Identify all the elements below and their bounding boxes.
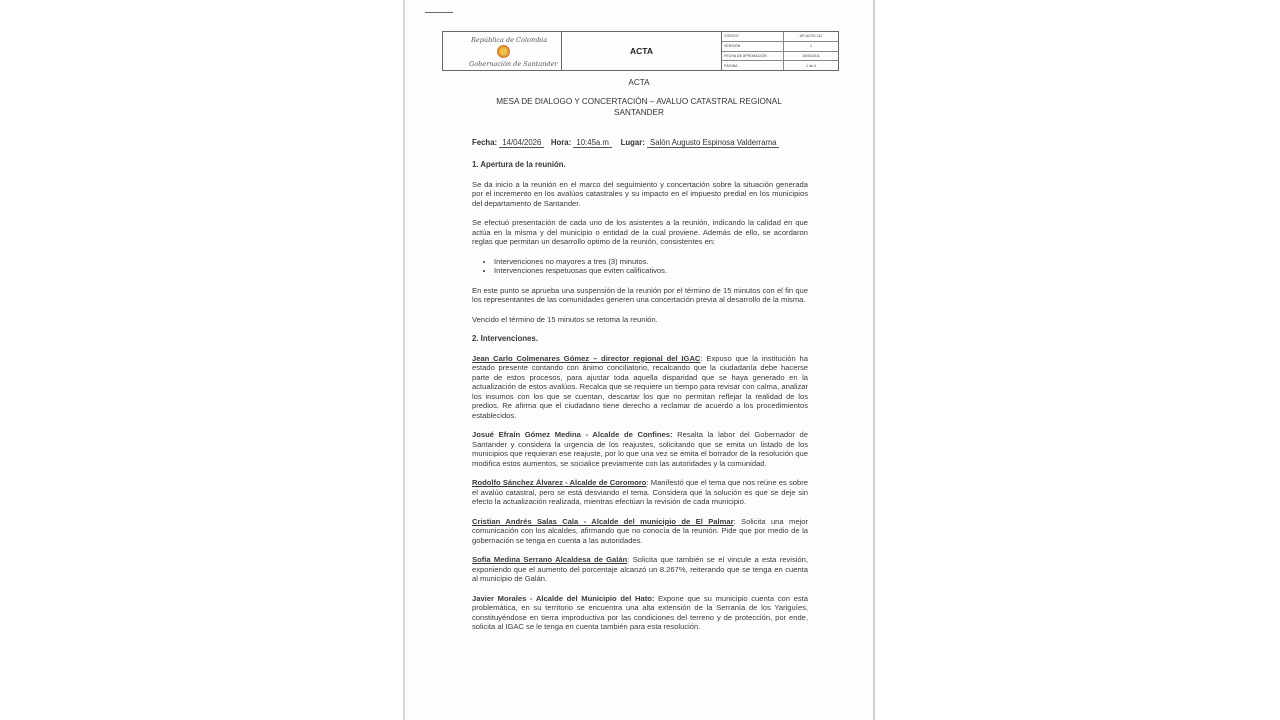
logo-bottom-text: Gobernación de Santander [469, 60, 558, 68]
header-table [442, 31, 839, 71]
hora-value: 10:45a.m [573, 138, 612, 148]
intervention [472, 478, 808, 507]
meta-row [722, 32, 838, 42]
hora-label: Hora: [550, 138, 572, 147]
meta-label: VERSIÓN [722, 42, 784, 51]
paragraph: Vencido el término de 15 minutos se retoma la reunión. [472, 314, 658, 324]
intervention-text: Resalta la labor del Gobernador de Santander y considera la urgencia de los reajustes, solicitando que se emita un listado de los municipios que requieran ese reajuste, por lo que una vez se emita el borrador de la resolución que modifica estos aumentos, se socialice previamente con las autoridades y la comunidad. [472, 430, 808, 468]
subtitle-line-2: SANTANDER [614, 108, 664, 117]
lugar-label: Lugar: [620, 138, 645, 147]
paragraph: Se efectuó presentación de cada uno de los asistentes a la reunión, indicando la calidad en que actúa en la misma y del municipio o entidad de la cual proviene. Además de ello, se acordaron reglas que permitan un desarrollo optimo de la reunión, consistentes en: [472, 218, 808, 246]
section-heading: 1. Apertura de la reunión. [472, 160, 566, 169]
lugar-value: Salón Augusto Espinosa Valderrama [647, 138, 779, 148]
meta-value: 1 de 4 [806, 63, 816, 68]
meta-row [722, 61, 838, 70]
meta-row [722, 42, 838, 52]
subtitle-line-1: MESA DE DIALOGO Y CONCERTACIÓN – AVALUO CATASTRAL REGIONAL [496, 97, 782, 106]
logo-top-text: República de Colombia [471, 36, 548, 44]
document-body [472, 160, 808, 642]
coat-of-arms-icon [497, 45, 510, 58]
page-edge-right [873, 0, 875, 720]
header-meta [722, 32, 838, 70]
list-item: • Intervenciones no mayores a tres (3) minutos. [494, 257, 808, 267]
intervention-text: Expone que su municipio cuenta con esta problemática, en su territorio se encuentra una alta extensión de la Serranía de los Yariguíes, constituyéndose en tierra improductiva por las condiciones del terreno y de protección, por ende, solicita al IGAC se le tenga en cuenta también para esta resolución. [472, 593, 808, 631]
speaker-name: Josué Efraín Gómez Medina - Alcalde de Confines: [472, 430, 673, 439]
intervention-text: : Solicita una mejor comunicación con los alcaldes, afirmando que no conocía de la reunión. Pide que por medio de la gobernación se tenga en cuenta a las autoridades. [472, 516, 809, 545]
intervention [472, 430, 808, 468]
paragraph: En este punto se aprueba una suspensión de la reunión por el término de 15 minutos con el fin que los representantes de las comunidades generen una concertación previa al desarrollo de la misma. [472, 285, 808, 304]
scan-mark [425, 12, 453, 13]
meta-value: AP-AI-RG-111 [799, 34, 823, 39]
intervention-text: : Expuso que la institución ha estado presente contando con ánimo conciliatorio, recalcando que la ciudadanía debe hacerse parte de estos procesos, para ajustar toda aquella disparidad que se haya generado en la actualización de estos avalúos. Recalca que se requiere un tiempo para revisar con calma, analizar los insumos con los que se cuentan, descartar los que no permitan reflejar la realidad de los predios. Re afirma que el ciudadano tiene derecho a reclamar de acuerdo a los procedimientos establecidos. [472, 353, 808, 420]
intervention [472, 354, 808, 421]
speaker-name: Jean Carlo Colmenares Gómez – director regional del IGAC [472, 353, 701, 363]
header-logo-cell [443, 32, 562, 70]
document-page [405, 0, 873, 720]
meta-label: CÓDIGO [722, 32, 784, 41]
speaker-name: Javier Morales - Alcalde del Municipio del Hato: [472, 593, 655, 603]
document-subtitle [405, 96, 873, 118]
speaker-name: Cristian Andrés Salas Cala - Alcalde del municipio de El Palmar [472, 516, 734, 526]
fecha-value: 14/04/2026 [499, 138, 544, 148]
meeting-fields [472, 138, 779, 147]
intervention [472, 555, 808, 584]
paragraph: Se da inicio a la reunión en el marco del seguimiento y concertación sobre la situación generada por el incremento en los avalúos catastrales y su impacto en el impuesto predial en los municipios del departamento de Santander. [472, 179, 808, 208]
speaker-name: Rodolfo Sánchez Álvarez - Alcalde de Coromoro [472, 478, 647, 487]
rules-list [472, 257, 808, 276]
intervention-text: : Manifestó que el tema que nos reúne es sobre el avalúo catastral, pero se está desviando el tema. Considera que la solución es que se deje sin efecto la actualización realizada, mientras efectúan la revisión de cada municipio. [472, 478, 808, 506]
intervention [472, 517, 808, 546]
meta-label: FECHA DE APROBACIÓN [722, 52, 784, 61]
list-item: • Intervenciones respetuosas que eviten calificativos. [494, 266, 808, 276]
document-title: ACTA [628, 78, 650, 87]
meta-value: 1 [810, 44, 812, 49]
speaker-name: Sofía Medina Serrano Alcaldesa de Galán [472, 555, 628, 564]
meta-label: PÁGINA [722, 61, 784, 70]
intervention [472, 594, 808, 632]
meta-row [722, 52, 838, 62]
header-title: ACTA [562, 32, 722, 70]
intervention-text: : Solicita que también se el vincule a esta revisión, exponiendo que el aumento del porcentaje alcanzó un 8.267%, reiterando que se tenga en cuenta al municipio de Galán. [472, 555, 808, 583]
section-heading: 2. Intervenciones. [472, 334, 538, 343]
fecha-label: Fecha: [472, 138, 498, 147]
meta-value: 16/06/2011 [802, 53, 820, 58]
